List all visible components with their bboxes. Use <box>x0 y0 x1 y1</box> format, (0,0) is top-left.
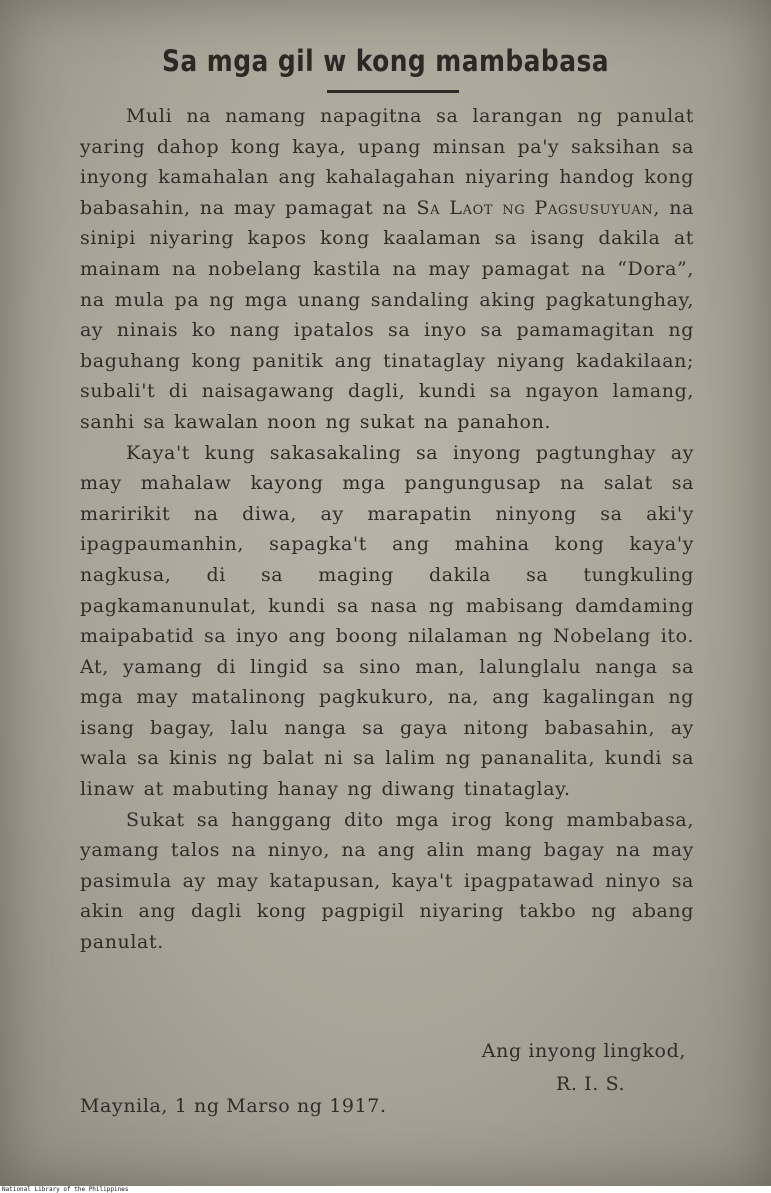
page-title: Sa mga gil w kong mambabasa <box>162 44 609 78</box>
closing-salutation: Ang inyong lingkod, <box>481 1040 686 1062</box>
paragraph-1 <box>80 101 694 438</box>
author-initials: R. I. S. <box>556 1073 626 1095</box>
paragraph-1-text-a: Muli na namang napagitna sa larangan ng panulat yaring dahop kong kaya, upang minsan pa'y saksihan sa inyong kamahalan ang kahalagahan niyaring handog kong babasahin, na may pamagat na <box>80 105 694 219</box>
library-credit: National Library of the Philippines <box>2 1186 129 1193</box>
paragraph-2: Kaya't kung sakasakaling sa inyong pagtunghay ay may mahalaw kayong mga pangungusap na salat sa maririkit na diwa, ay marapatin ninyong sa aki'y ipagpaumanhin, sapagka't ang mahina kong kaya'y nagkusa, di sa maging dakila sa tungkuling pagkamanunulat, kundi sa nasa ng mabisang damdaming maipabatid sa inyo ang boong nilalaman ng Nobelang ito. At, yamang di lingid sa sino man, lalunglalu nanga sa mga may matalinong pagkukuro, na, ang kagalingan ng isang bagay, lalu nanga sa gaya nitong babasahin, ay wala sa kinis ng balat ni sa lalim ng pananalita, kundi sa linaw at mabuting hanay ng diwang tinataglay. <box>80 441 694 801</box>
body-text <box>80 101 694 958</box>
title-underline <box>327 90 459 93</box>
paragraph-3: Sukat sa hanggang dito mga irog kong mambabasa, yamang talos na ninyo, na ang alin mang bagay na may pasimula ay may katapusan, kaya't ipagpatawad ninyo sa akin ang dagli kong pagpigil niyaring takbo ng abang panulat. <box>80 808 694 954</box>
place-and-date: Maynila, 1 ng Marso ng 1917. <box>80 1095 387 1117</box>
book-title: Sa Laot ng Pagsusuyuan <box>416 196 654 219</box>
paragraph-1-text-b: , na sinipi niyaring kapos kong kaalaman sa isang dakila at mainam na nobelang kastila na may pamagat na “Dora”, na mula pa ng mga unang sandaling aking pagkatunghay, ay ninais ko nang ipatalos sa inyo sa pamamagitan ng baguhang kong panitik ang tinataglay niyang kadakilaan; subali't di naisagawang dagli, kundi sa ngayon lamang, sanhi sa kawalan noon ng sukat na panahon. <box>80 196 695 433</box>
